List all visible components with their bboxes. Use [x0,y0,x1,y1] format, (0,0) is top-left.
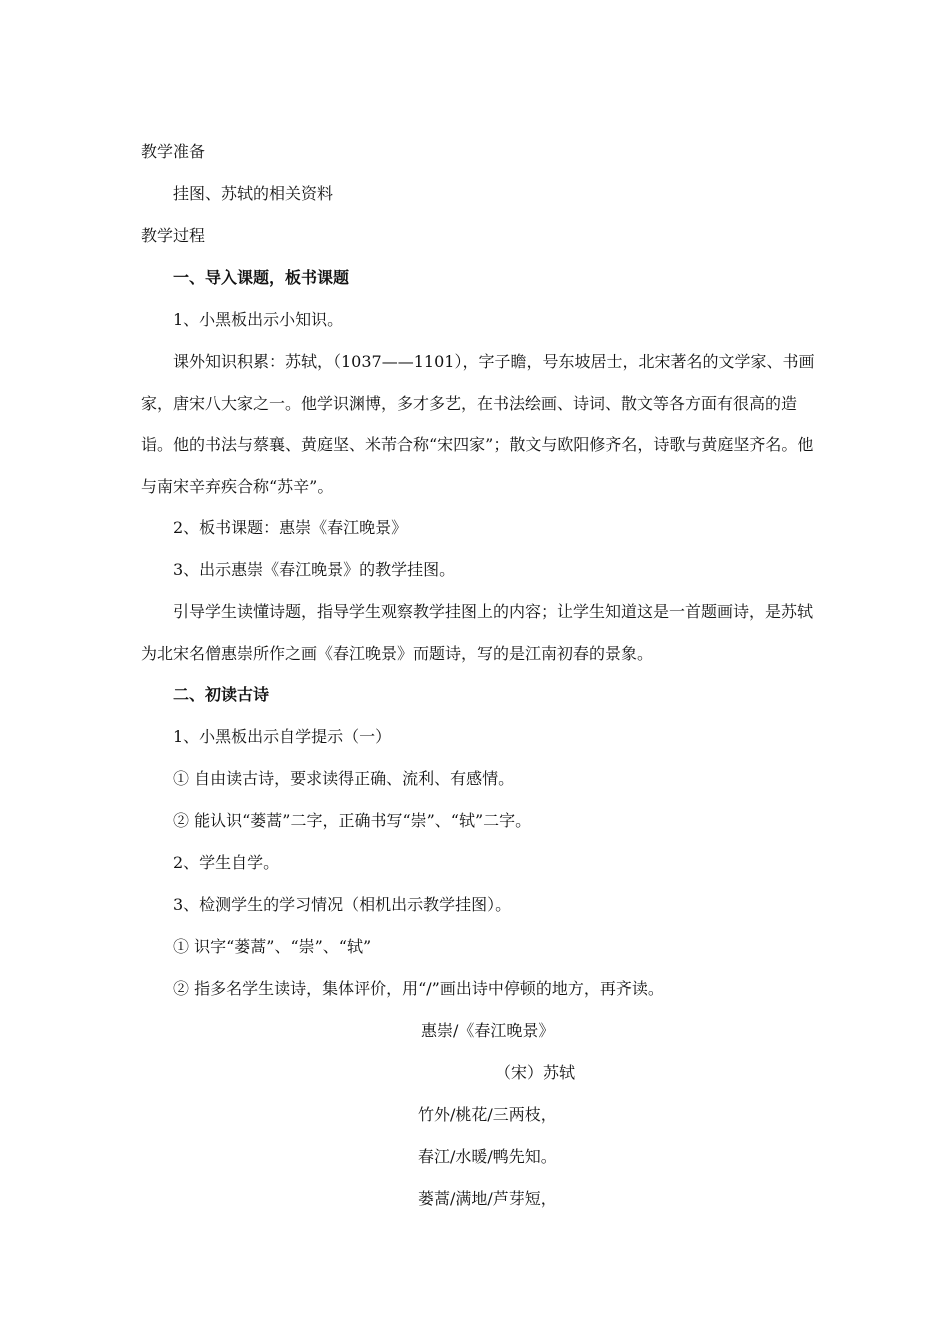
section2-check1: ① 识字“蒌蒿”、“崇”、“轼” [173,937,372,956]
section2-step3: 3、检测学生的学习情况（相机出示教学挂图）。 [173,895,512,914]
section1-title: 一、导入课题，板书课题 [173,268,350,287]
prep-heading: 教学准备 [141,142,206,161]
poem-author: （宋）苏轼 [495,1063,576,1082]
poem-title: 惠崇/《春江晚景》 [421,1021,555,1040]
section1-step3: 3、出示惠崇《春江晚景》的教学挂图。 [173,560,456,579]
poem-line-3: 蒌蒿/满地/芦芽短， [418,1189,557,1208]
section1-step2: 2、板书课题：惠崇《春江晚景》 [173,518,408,537]
section2-tip2: ② 能认识“蒌蒿”二字，正确书写“崇”、“轼”二字。 [173,811,532,830]
section1-bio: 课外知识积累：苏轼，（1037——1101），字子瞻，号东坡居士，北宋著名的文学家、书画家，唐宋八大家之一。他学识渊博，多才多艺，在书法绘画、诗词、散文等各方面有很高的造诣。他的书法与蔡襄、黄庭坚、米芾合称“宋四家”；散文与欧阳修齐名，诗歌与黄庭坚齐名。他与南宋辛弃疾合称“苏辛”。 [141,352,815,496]
prep-items: 挂图、苏轼的相关资料 [173,184,334,203]
section1-guide: 引导学生读懂诗题，指导学生观察教学挂图上的内容；让学生知道这是一首题画诗，是苏轼为北宋名僧惠崇所作之画《春江晚景》而题诗，写的是江南初春的景象。 [141,602,814,663]
section2-step2: 2、学生自学。 [173,853,280,872]
poem-line-1: 竹外/桃花/三两枝， [418,1105,557,1124]
section1-step1: 1、小黑板出示小知识。 [173,310,344,329]
section2-title: 二、初读古诗 [173,685,270,704]
section2-check2: ② 指多名学生读诗，集体评价，用“/”画出诗中停顿的地方，再齐读。 [173,979,664,998]
section2-tip1: ① 自由读古诗，要求读得正确、流利、有感情。 [173,769,515,788]
poem-line-2: 春江/水暖/鸭先知。 [418,1147,557,1166]
process-heading: 教学过程 [141,226,206,245]
section2-step1: 1、小黑板出示自学提示（一） [173,727,392,746]
